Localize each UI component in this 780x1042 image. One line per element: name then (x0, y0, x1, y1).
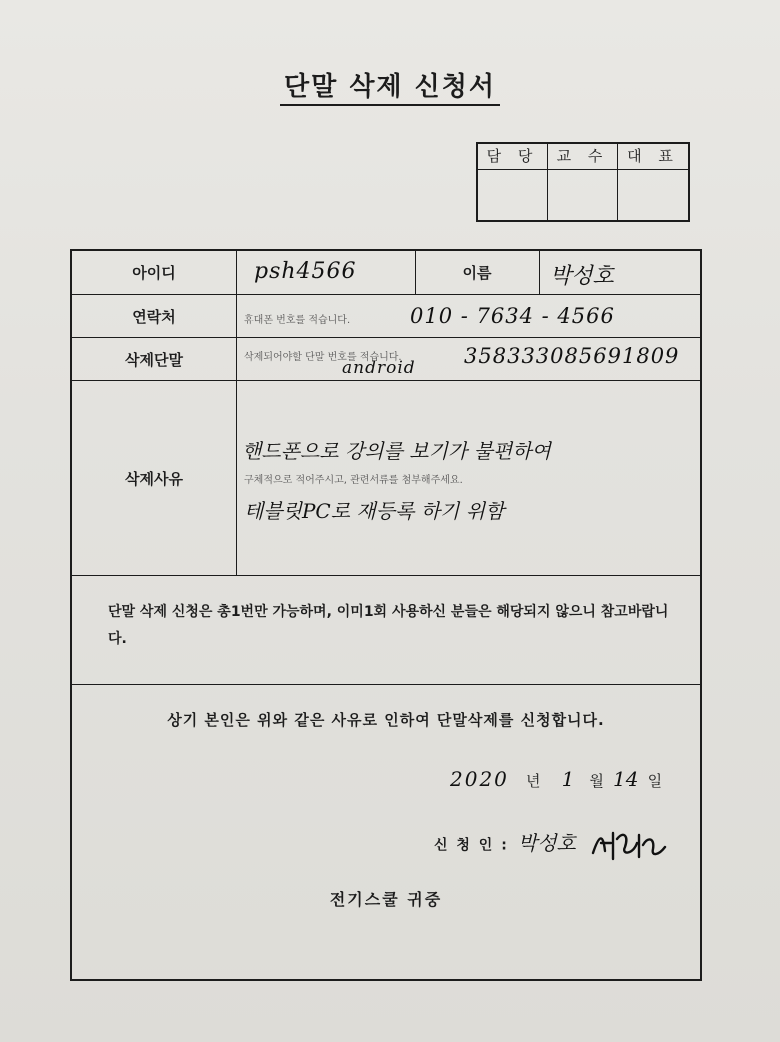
reason-line-2: 테블릿PC로 재등록 하기 위함 (244, 499, 505, 523)
applicant-line (434, 825, 669, 865)
date-day: 14 (613, 767, 639, 791)
declaration-text: 상기 본인은 위와 같은 사유로 인하여 단말삭제를 신청합니다. (167, 711, 605, 729)
approval-header-staff: 담 당 (478, 144, 548, 170)
reason-row (72, 381, 700, 576)
notice-text: 단말 삭제 신청은 총1번만 가능하며, 이미1회 사용하신 분들은 해당되지 않으니 참고바랍니다. (108, 604, 669, 647)
device-row (72, 338, 700, 381)
id-value: psh4566 (254, 259, 357, 284)
approval-box (476, 142, 690, 222)
device-value: 358333085691809 (464, 344, 680, 368)
signature-icon (589, 825, 669, 865)
contact-hint: 휴대폰 번호를 적습니다. (244, 315, 351, 326)
id-label: 아이디 (72, 251, 237, 294)
applicant-label: 신 청 인 : (434, 837, 509, 854)
reason-hint: 구체적으로 적어주시고, 관련서류를 첨부해주세요. (244, 475, 463, 486)
contact-row (72, 295, 700, 338)
applicant-name: 박성호 (517, 830, 576, 855)
document-title: 단말 삭제 신청서 (0, 66, 780, 103)
reason-line-1: 핸드폰으로 강의를 보기가 불편하여 (242, 439, 551, 463)
approval-sign-representative (618, 170, 688, 220)
device-hint: 삭제되어야할 단말 번호를 적습니다. (244, 352, 402, 363)
date-day-unit: 일 (647, 772, 663, 790)
date-month: 1 (561, 767, 575, 791)
name-label: 이름 (415, 251, 540, 294)
notice-section (72, 576, 700, 685)
date-year-unit: 년 (526, 772, 541, 790)
application-date (450, 767, 662, 791)
approval-header-representative: 대 표 (618, 144, 688, 170)
reason-label: 삭제사유 (72, 381, 237, 575)
name-value: 박성호 (550, 264, 614, 289)
approval-sign-staff (478, 170, 548, 220)
approval-sign-professor (548, 170, 618, 220)
device-os: android (342, 358, 416, 378)
device-label: 삭제단말 (72, 338, 237, 380)
contact-label: 연락처 (72, 295, 237, 337)
contact-value: 010 - 7634 - 4566 (410, 304, 615, 328)
application-form (70, 249, 702, 981)
date-month-unit: 월 (589, 772, 604, 790)
approval-header-professor: 교 수 (548, 144, 618, 170)
footer-recipient: 전기스쿨 귀중 (329, 890, 443, 909)
date-year: 2020 (450, 767, 509, 791)
id-name-row (72, 251, 700, 295)
